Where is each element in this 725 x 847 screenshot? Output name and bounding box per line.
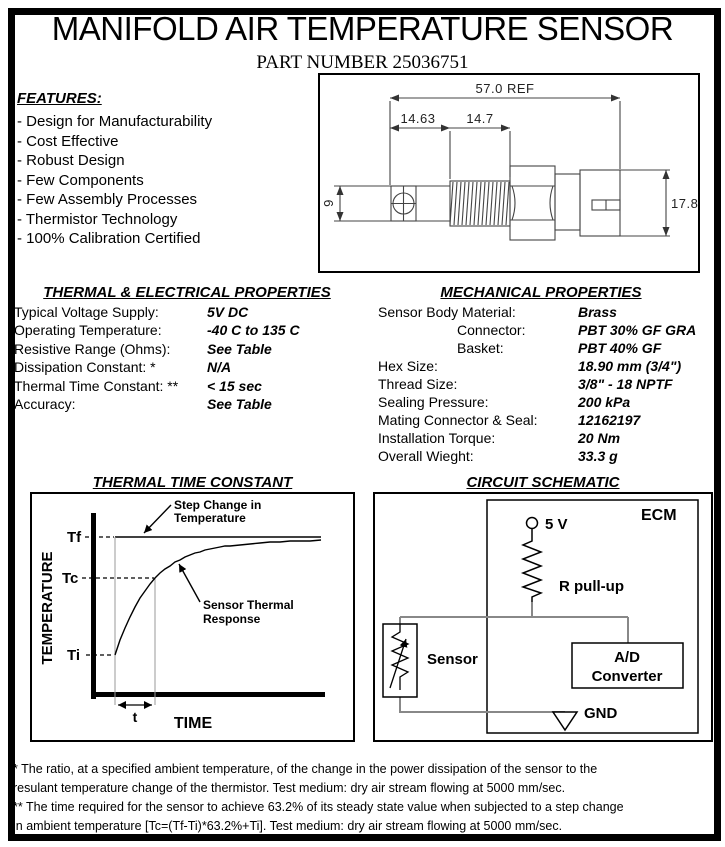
feature-item: - Robust Design (17, 152, 125, 169)
property-row (366, 430, 716, 448)
property-row (366, 358, 716, 376)
supply-label: 5 V (545, 516, 568, 533)
property-value: 5V DC (207, 304, 249, 320)
footnote-line: resulant temperature change of the thermistor. Test medium: dry air stream flowing at 5000 mm/sec. (13, 781, 566, 795)
thermal-time-constant-chart (30, 492, 355, 742)
mechanical-heading: MECHANICAL PROPERTIES (440, 284, 642, 301)
adc-label-line1: A/D (614, 649, 640, 666)
thermal-electrical-properties (14, 284, 360, 414)
tau-label: t (132, 709, 138, 725)
property-row (366, 304, 716, 322)
annotation-response-line2: Response (203, 612, 261, 626)
ytick-ti: Ti (67, 647, 81, 664)
feature-item: - Few Assembly Processes (17, 191, 198, 208)
feature-item: - Thermistor Technology (17, 210, 178, 228)
pullup-resistor (523, 537, 541, 602)
property-value: PBT 40% GF (578, 340, 662, 356)
property-label: Resistive Range (Ohms): (14, 340, 171, 357)
property-row (366, 412, 716, 430)
page-title: MANIFOLD AIR TEMPERATURE SENSOR (51, 10, 674, 47)
property-value: -40 C to 135 C (207, 322, 300, 339)
property-row (14, 396, 360, 414)
property-label: Installation Torque: (378, 430, 496, 446)
property-label: Dissipation Constant: * (14, 359, 156, 376)
ecm-label: ECM (641, 507, 677, 524)
property-row (366, 340, 716, 358)
property-value: PBT 30% GF GRA (578, 322, 697, 338)
adc-label-line2: Converter (591, 668, 663, 685)
property-value: N/A (207, 359, 232, 376)
property-label: Mating Connector & Seal: (378, 412, 538, 428)
property-label: Operating Temperature: (14, 322, 162, 339)
footnote-line: ** The time required for the sensor to achieve 63.2% of its steady state value when subjected to a step change (13, 800, 624, 814)
x-axis-label: TIME (173, 715, 213, 732)
property-row (14, 359, 360, 377)
property-label: Thread Size: (378, 376, 458, 392)
property-row (366, 394, 716, 412)
dimension-drawing (318, 73, 700, 273)
property-value: See Table (207, 395, 272, 412)
annotation-response-line1: Sensor Thermal (203, 598, 294, 612)
property-row (14, 322, 360, 340)
circuit-schematic-section (373, 474, 713, 747)
thermal-chart-heading: THERMAL TIME CONSTANT (92, 474, 293, 491)
property-label: Sealing Pressure: (378, 394, 489, 410)
ground-symbol (553, 712, 577, 730)
ytick-tf: Tf (67, 529, 82, 546)
dim-tip-length-label: 14.63 (400, 111, 436, 126)
dim-tip-diameter-label: 9 (321, 199, 336, 207)
feature-item: - 100% Calibration Certified (17, 230, 201, 247)
property-row (14, 304, 360, 322)
property-row (14, 341, 360, 359)
thermal-electrical-heading: THERMAL & ELECTRICAL PROPERTIES (43, 284, 331, 301)
property-label: Overall Wieght: (378, 448, 474, 464)
annotation-step-change-line1: Step Change in (174, 498, 262, 512)
property-label: Basket: (457, 340, 504, 356)
part-number: PART NUMBER 25036751 (256, 52, 469, 73)
dim-overall-label: 57.0 REF (475, 81, 535, 96)
property-value: 18.90 mm (3/4") (578, 358, 682, 374)
property-row (366, 376, 716, 394)
gnd-label: GND (584, 705, 618, 722)
property-label: Accuracy: (14, 395, 76, 412)
annotation-step-change-line2: Temperature (174, 511, 246, 525)
property-row (366, 322, 716, 340)
property-value: < 15 sec (207, 377, 262, 394)
feature-item: - Design for Manufacturability (17, 113, 213, 130)
property-value: 12162197 (578, 412, 641, 428)
x-axis (91, 692, 325, 697)
property-value: 3/8" - 18 NPTF (578, 376, 673, 392)
supply-terminal (527, 518, 538, 529)
feature-item: - Few Components (17, 171, 144, 189)
property-label: Connector: (457, 322, 526, 338)
property-label: Typical Voltage Supply: (14, 304, 159, 320)
property-row (14, 378, 360, 396)
mechanical-properties (366, 284, 716, 466)
circuit-schematic (373, 492, 713, 742)
property-label: Thermal Time Constant: ** (14, 377, 179, 394)
property-label: Hex Size: (378, 358, 438, 374)
circuit-schematic-heading: CIRCUIT SCHEMATIC (466, 474, 620, 491)
footnote-line: in ambient temperature [Tc=(Tf-Ti)*63.2%+Ti]. Test medium: dry air stream flowing at 5000 mm/sec. (13, 819, 563, 833)
property-value: 200 kPa (578, 394, 631, 410)
property-value: Brass (578, 304, 617, 320)
dim-thread-length-label: 14.7 (466, 111, 494, 126)
dim-connector-height-label: 17.8 (671, 196, 699, 211)
features-section (17, 90, 212, 249)
pullup-label: R pull-up (559, 578, 624, 595)
footnote-line: * The ratio, at a specified ambient temperature, of the change in the power dissipation of the sensor to the (13, 762, 598, 776)
footnotes (13, 760, 715, 836)
ytick-tc: Tc (62, 570, 79, 587)
dimension-drawing-panel (318, 73, 700, 273)
property-value: See Table (207, 340, 272, 357)
y-axis-label: TEMPERATURE (39, 551, 56, 665)
thermal-time-constant-section (30, 474, 355, 747)
features-heading: FEATURES: (17, 90, 102, 107)
feature-item: - Cost Effective (17, 132, 119, 150)
property-label: Sensor Body Material: (378, 304, 516, 320)
property-value: 20 Nm (578, 430, 621, 446)
y-axis (91, 513, 96, 699)
sensor-label: Sensor (427, 651, 478, 668)
property-value: 33.3 g (578, 448, 618, 464)
property-row (366, 448, 716, 466)
